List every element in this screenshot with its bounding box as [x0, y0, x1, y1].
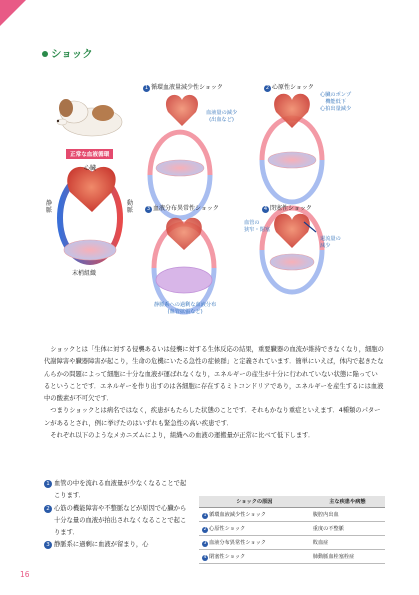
capillary-icon: [270, 254, 314, 270]
panel-2-title: 2 心原性ショック: [265, 84, 314, 91]
panel-4-title: 4 閉塞性ショック: [263, 205, 312, 212]
dog-illustration: [57, 99, 122, 136]
panel-1-title: 1 循環血液量減少性ショック: [144, 84, 223, 91]
panel-4-loop: [262, 208, 322, 292]
table-row: 4 閉塞性ショック 肺動脈血栓塞栓症: [199, 550, 385, 564]
body-paragraph: ショックとは「生体に対する侵襲あるいは侵襲に対する生体反応の結果，重要臓器の血流が維持できなくなり，細胞の代謝障害や臓器障害が起こり，生命の危機にいたる急性の症候群」と定義されています．簡単にいえば，体内で起きたなんらかの問題によって細胞に十分な血液が運ばれなくなり，エネルギーの産生が十分に行われていない状態に陥っているということです．エネルギーを作り出すのは各細胞に存在するミトコンドリアであり，エネルギーを産生するには血液中の酸素が不可欠です．: [44, 346, 384, 403]
heart-icon: [274, 214, 310, 248]
heart-icon: [166, 95, 198, 126]
normal-circulation-badge: 正常な血液循環: [66, 149, 113, 159]
capillary-icon: [156, 160, 204, 176]
section-title-text: ショック: [51, 48, 93, 60]
heart-icon: [67, 167, 115, 212]
shock-table: [199, 496, 385, 564]
normal-circulation-loop: [60, 167, 120, 262]
table-row: 3 血液分布異常性ショック 敗血症: [199, 536, 385, 550]
list-item: 2 心筋の機能障害や不整脈などが原因で心臓から十分な量の血液が拍出されなくなることで起こります．: [44, 503, 190, 540]
heart-label: 心臓: [84, 165, 97, 172]
panel-4-note-b: 還流量の 減少: [320, 236, 341, 249]
capillary-label: 末梢組織: [72, 270, 97, 277]
panel-3-title: 3 血液分布異常性ショック: [146, 205, 219, 212]
panel-3-note: 静脈系への過剰な血液分布 (血管拡張など): [154, 302, 217, 315]
table-header-row: [199, 496, 385, 508]
capillary-icon: [156, 267, 212, 293]
capillary-icon: [268, 152, 316, 168]
table-header: ショックの原因: [199, 496, 310, 508]
body-paragraph: つまりショックとは病名ではなく，疾患がもたらした状態のことです．それもかなり重症といえます．4種類のパターンがあるとされ，例に挙げたのはいずれも緊急性の高い疾患です．: [44, 407, 381, 427]
panel-3-loop: [154, 218, 214, 312]
panel-2-loop: [262, 94, 322, 202]
panel-2-note: 心臓のポンプ 機能低下 心拍出量減少: [320, 92, 352, 112]
panel-4-note-a: 血管の 狭窄・閉塞: [244, 220, 270, 233]
mechanism-list: [44, 478, 190, 552]
table-row: 1 循環血液減少性ショック 腹腔内出血: [199, 508, 385, 522]
capillary-icon: [64, 240, 116, 260]
table-row: 2 心原性ショック 重度の不整脈: [199, 522, 385, 536]
page-number: 16: [20, 570, 30, 579]
panel-1-loop: [150, 95, 210, 218]
body-paragraph: それぞれ以下のようなメカニズムにより，組織への血液の運搬量が正常に比べて低下します．: [50, 432, 315, 440]
list-item: 1 血管の中を流れる血液量が少なくなることで起こります．: [44, 478, 190, 503]
body-text: [44, 344, 384, 442]
list-item: 3 静脈系に過剰に血液が留まり，心: [44, 539, 190, 551]
vein-label: 静脈: [46, 200, 53, 214]
artery-label: 動脈: [127, 200, 134, 214]
table-header: 主な疾患や病態: [310, 496, 385, 508]
panel-1-note: 血液量の減少 (出血など): [206, 110, 238, 123]
